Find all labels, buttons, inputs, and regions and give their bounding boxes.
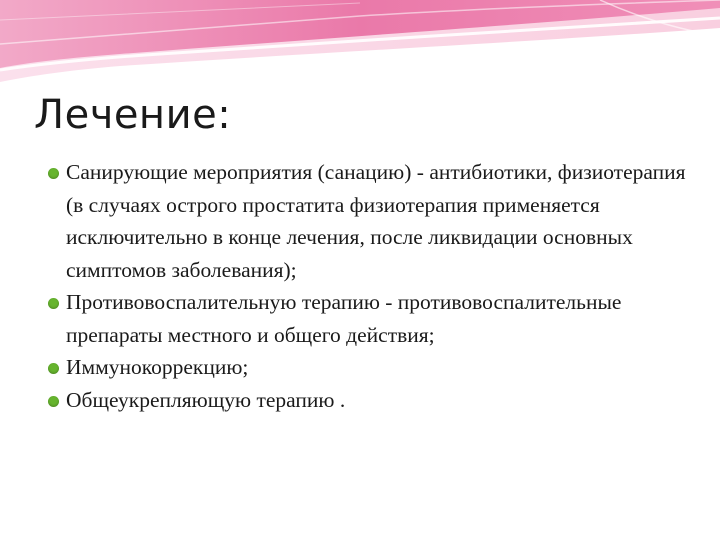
list-item bbox=[48, 384, 698, 417]
list-item-text: Общеукрепляющую терапию . bbox=[66, 387, 346, 412]
list-item-text: Санирующие мероприятия (санацию) - антибиотики, физиотерапия (в случаях острого простатита физиотерапия применяется исключительно в конце лечения, после ликвидации основных симптомов заболевания); bbox=[66, 160, 686, 282]
decorative-header-band bbox=[0, 0, 720, 90]
bullet-dot-icon bbox=[48, 396, 59, 407]
bullet-dot-icon bbox=[48, 363, 59, 374]
list-item bbox=[48, 286, 698, 351]
bullet-list bbox=[48, 156, 698, 416]
bullet-dot-icon bbox=[48, 168, 59, 179]
list-item-text: Иммунокоррекцию; bbox=[66, 355, 249, 379]
list-item bbox=[48, 156, 698, 286]
list-item-text: Противовоспалительную терапию - противовоспалительные препараты местного и общего действия; bbox=[66, 290, 622, 347]
header-wave-graphic bbox=[0, 0, 720, 90]
bullet-dot-icon bbox=[48, 298, 59, 309]
list-item bbox=[48, 351, 698, 384]
slide-title: Лечение: bbox=[34, 92, 232, 138]
